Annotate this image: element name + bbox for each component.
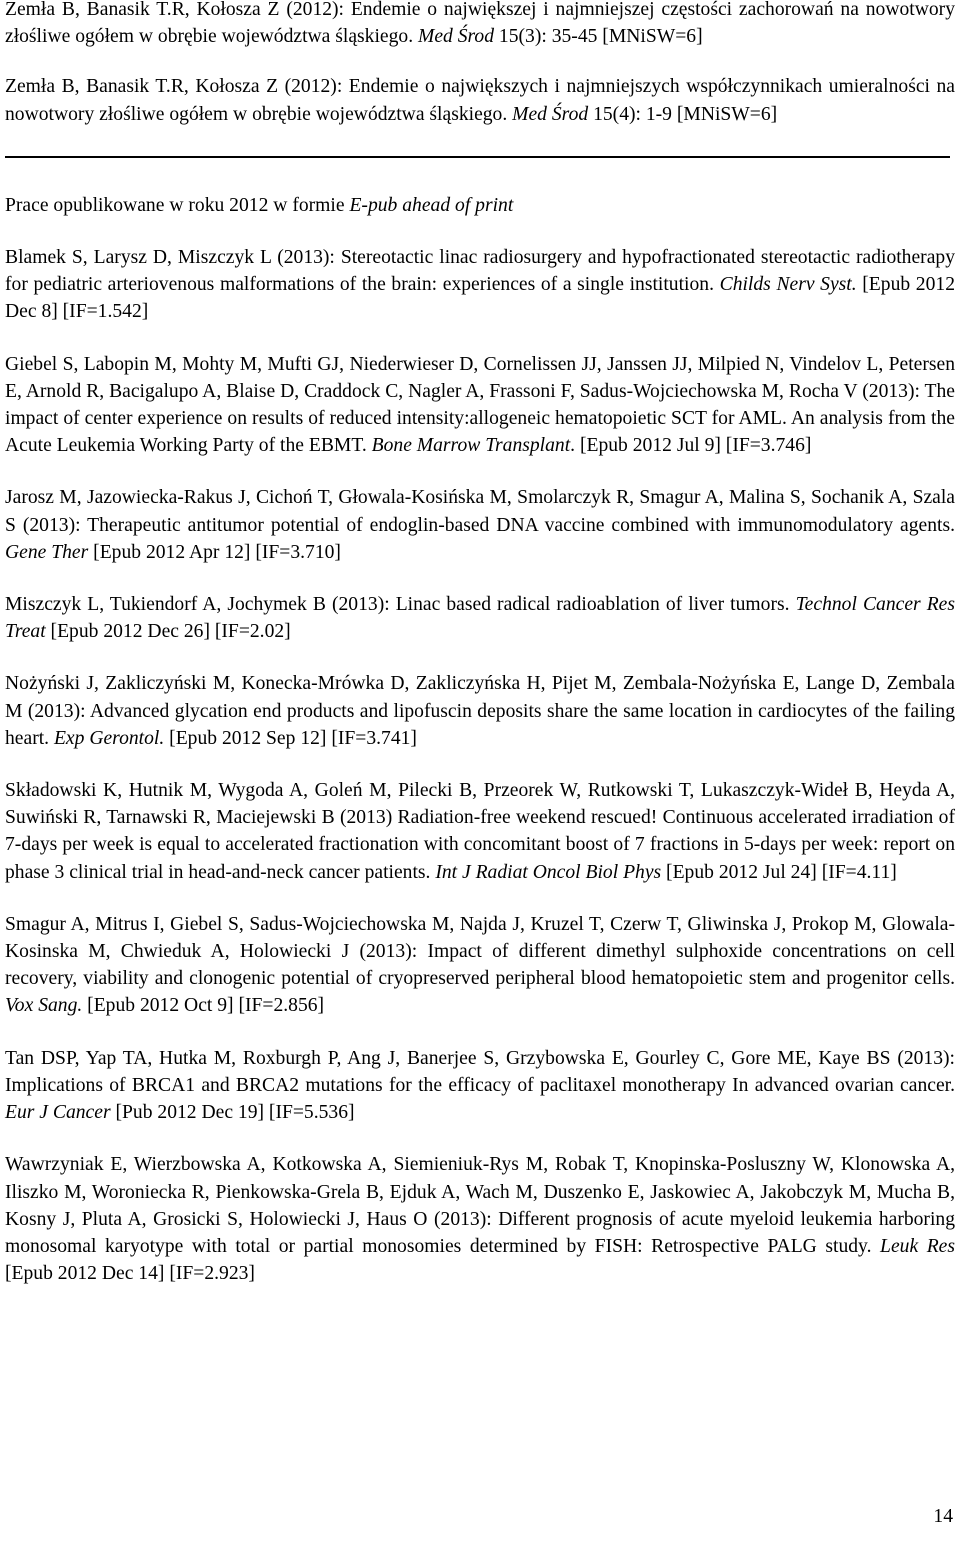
reference-tail: 15(4): 1-9 [MNiSW=6] <box>588 103 778 125</box>
reference-text: Wawrzyniak E, Wierzbowska A, Kotkowska A, Siemieniuk-Rys M, Robak T, Knopinska-Posluszny W, Klonowska A, Iliszko M, Woroniecka R, Pienkowska-Grela B, Ejduk A, Wach M, Duszenko E, Jaskowiec A, Jakobczyk M, Mucha B, Kosny J, Pluta A, Grosicki S, Holowiecki J, Haus O (2013): Different prognosis of acute myeloid leukemia harboring monosomal karyotype with total or partial monosomies determined by FISH: Retrospective PALG study. <box>5 1154 955 1257</box>
journal-name: Eur J Cancer <box>5 1102 111 1124</box>
reference-text: Składowski K, Hutnik M, Wygoda A, Goleń M, Pilecki B, Przeorek W, Rutkowski T, Lukaszczyk-Wideł B, Heyda A, Suwiński R, Tarnawski R, Maciejewski B (2013) Radiation-free weekend rescued! Continuous accelerated irradiation of 7-days per week is equal to accelerated fractionation with concomitant boost of 7 fractions in 5-days per week: report on phase 3 clinical trial in head-and-neck cancer patients. <box>5 780 955 883</box>
reference-entry <box>5 1151 955 1287</box>
reference-entry <box>5 0 955 50</box>
reference-tail: [Epub 2012 Dec 8] [IF=1.542] <box>5 274 955 323</box>
reference-tail: . [Epub 2012 Jul 9] [IF=3.746] <box>570 435 812 457</box>
reference-tail: [Epub 2012 Apr 12] [IF=3.710] <box>88 541 341 563</box>
section-heading <box>5 192 955 219</box>
journal-name: Leuk Res <box>880 1235 955 1257</box>
reference-text: Nożyński J, Zakliczyński M, Konecka-Mrówka D, Zakliczyńska H, Pijet M, Zembala-Nożyńska E, Lange D, Zembala M (2013): Advanced glycation end products and lipofuscin deposits share the same location in cardiocytes of the failing heart. <box>5 673 955 749</box>
reference-tail: [Pub 2012 Dec 19] [IF=5.536] <box>110 1102 355 1124</box>
reference-entry <box>5 351 955 460</box>
journal-name: Exp Gerontol. <box>53 727 165 749</box>
reference-entry <box>5 777 955 886</box>
reference-tail: [Epub 2012 Oct 9] [IF=2.856] <box>82 995 325 1017</box>
section-heading-text: Prace opublikowane w roku 2012 w formie <box>5 194 350 216</box>
reference-text: Tan DSP, Yap TA, Hutka M, Roxburgh P, Ang J, Banerjee S, Grzybowska E, Gourley C, Gore ME, Kaye BS (2013): Implications of BRCA1 and BRCA2 mutations for the efficacy of paclitaxel monotherapy In advanced ovarian cancer. <box>5 1047 955 1096</box>
reference-text: Zemła B, Banasik T.R, Kołosza Z (2012): Endemie o największych i najmniejszych współczynnikach umieralności na nowotwory złośliwe ogółem w obrębie województwa śląskiego. <box>5 76 955 125</box>
reference-entry <box>5 1045 955 1127</box>
reference-entry <box>5 484 955 566</box>
reference-entry <box>5 670 955 752</box>
reference-entry <box>5 244 955 326</box>
reference-entry <box>5 73 955 127</box>
journal-name: Med Środ <box>418 26 495 48</box>
reference-tail: [Epub 2012 Dec 14] [IF=2.923] <box>5 1263 255 1285</box>
document-page <box>5 0 955 1312</box>
reference-text: Giebel S, Labopin M, Mohty M, Mufti GJ, Niederwieser D, Cornelissen JJ, Janssen JJ, Milpied N, Vindelov L, Petersen E, Arnold R, Bacigalupo A, Blaise D, Craddock C, Nagler A, Frassoni F, Sadus-Wojciechowska M, Rocha V (2013): The impact of center experience on results of reduced intensity:allogeneic hematopoietic SCT for AML. An analysis from the Acute Leukemia Working Party of the EBMT. <box>5 353 955 457</box>
reference-tail: [Epub 2012 Sep 12] [IF=3.741] <box>164 727 417 749</box>
reference-tail: [Epub 2012 Dec 26] [IF=2.02] <box>45 621 291 643</box>
journal-name: Bone Marrow Transplant <box>371 435 571 457</box>
page-number: 14 <box>933 1506 953 1527</box>
reference-text: Smagur A, Mitrus I, Giebel S, Sadus-Wojciechowska M, Najda J, Kruzel T, Czerw T, Gliwinska J, Prokop M, Glowala-Kosinska M, Chwieduk A, Holowiecki J (2013): Impact of different dimethyl sulphoxide concentrations on cell recovery, viability and clonogenic potential of cryopreserved peripheral blood hematopoietic stem and progenitor cells. <box>5 913 955 990</box>
reference-entry <box>5 911 955 1020</box>
horizontal-divider <box>5 156 950 158</box>
journal-name: Childs Nerv Syst. <box>719 274 857 296</box>
reference-text: Jarosz M, Jazowiecka-Rakus J, Cichoń T, Głowala-Kosińska M, Smolarczyk R, Smagur A, Malina S, Sochanik A, Szala S (2013): Therapeutic antitumor potential of endoglin-based DNA vaccine combined with immunomodulatory agents. <box>5 487 955 536</box>
journal-name: Int J Radiat Oncol Biol Phys <box>435 861 662 883</box>
reference-entry <box>5 591 955 645</box>
journal-name: Vox Sang. <box>5 995 83 1017</box>
reference-tail: 15(3): 35-45 [MNiSW=6] <box>494 26 703 48</box>
reference-text: Blamek S, Larysz D, Miszczyk L (2013): Stereotactic linac radiosurgery and hypofractionated stereotactic radiotherapy for pediatric arteriovenous malformations of the brain: experiences of a single institution. <box>5 247 955 296</box>
section-heading-italic: E-pub ahead of print <box>349 194 514 216</box>
reference-tail: [Epub 2012 Jul 24] [IF=4.11] <box>661 861 897 883</box>
journal-name: Gene Ther <box>5 541 89 563</box>
reference-text: Miszczyk L, Tukiendorf A, Jochymek B (2013): Linac based radical radioablation of liver tumors. <box>5 594 796 616</box>
journal-name: Med Środ <box>512 103 589 125</box>
reference-text: Zemła B, Banasik T.R, Kołosza Z (2012): Endemie o największej i najmniejszej częstości zachorowań na nowotwory złośliwe ogółem w obrębie województwa śląskiego. <box>5 0 955 48</box>
journal-name: Technol Cancer Res Treat <box>5 594 955 643</box>
